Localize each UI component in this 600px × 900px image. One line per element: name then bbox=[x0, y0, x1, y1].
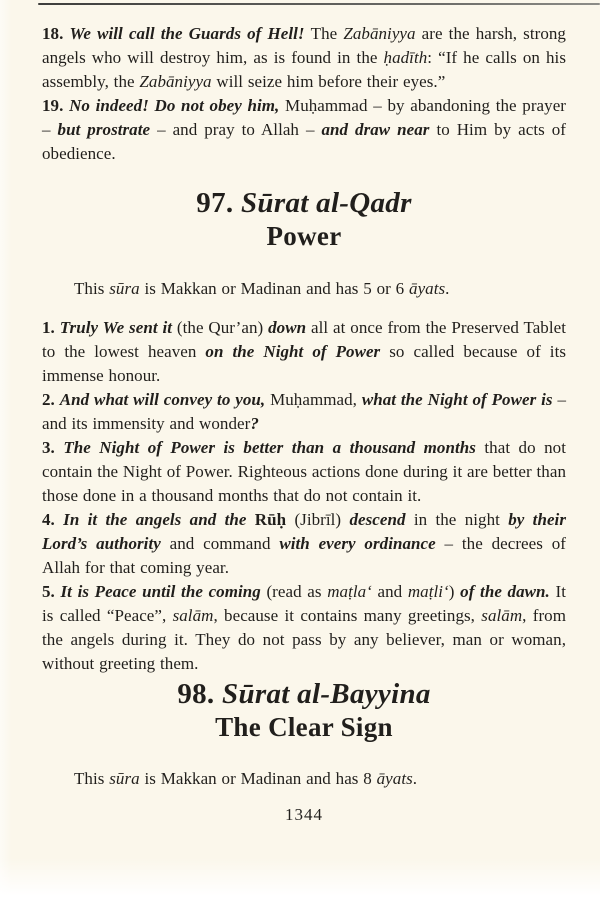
sura-97-intro bbox=[42, 277, 566, 301]
text-run: to Him by acts of obedience. bbox=[42, 120, 566, 163]
text-run: with every ordinance bbox=[279, 534, 436, 553]
text-run: āyats bbox=[409, 279, 446, 298]
text-run: It is called “Peace”, bbox=[42, 582, 566, 625]
sura-97-verses bbox=[42, 316, 566, 676]
text-run: – and its immensity and wonder bbox=[42, 390, 566, 433]
text-run: sūra bbox=[109, 279, 140, 298]
text-run: (the Qur’an) bbox=[172, 318, 269, 337]
text-run: Zabāniyya bbox=[343, 24, 416, 43]
text-run: Rūḥ bbox=[254, 510, 287, 529]
text-run: will seize him before their eyes.” bbox=[211, 72, 446, 91]
text-run: that do not contain the Night of Power. Righteous actions done during it are better than those done in a thousand months that do not contain it. bbox=[42, 438, 566, 505]
text-run: Sūrat al-Bayyina bbox=[222, 678, 431, 710]
text-run: . bbox=[445, 279, 450, 298]
verse-5 bbox=[42, 580, 566, 676]
text-run: is Makkan or Madinan and has 8 bbox=[139, 769, 377, 788]
text-run: (Jibrīl) bbox=[286, 510, 350, 529]
paragraph-verse-19 bbox=[42, 94, 566, 166]
text-run: – the decrees of Allah for that coming year. bbox=[42, 534, 566, 577]
text-run: The bbox=[310, 24, 344, 43]
text-run: This bbox=[74, 769, 110, 788]
text-run: Muḥammad – by abandoning the prayer – bbox=[42, 96, 566, 139]
text-run: The Night of Power is better than a thousand months bbox=[63, 438, 476, 457]
text-run: sūra bbox=[109, 769, 140, 788]
text-run: This bbox=[74, 279, 110, 298]
sura-97-subtitle: Power bbox=[266, 221, 342, 251]
verse-4 bbox=[42, 508, 566, 580]
text-run: by their Lord’s authority bbox=[42, 510, 566, 553]
text-run: salām bbox=[481, 606, 523, 625]
text-run: 18. bbox=[42, 24, 70, 43]
text-run: 2. bbox=[42, 390, 60, 409]
text-run: In it the angels and the bbox=[63, 510, 255, 529]
verse-3 bbox=[42, 436, 566, 508]
text-run: Zabāniyya bbox=[139, 72, 212, 91]
text-run: Truly We sent it bbox=[59, 318, 173, 337]
text-run: āyats bbox=[376, 769, 413, 788]
text-run: Muḥammad, bbox=[265, 390, 362, 409]
text-run: and draw near bbox=[321, 120, 430, 139]
text-run: No indeed! Do not obey him, bbox=[69, 96, 280, 115]
text-run: 3. bbox=[42, 438, 64, 457]
text-run: , from the angels during it. They do not pass by any believer, man or woman, without greeting them. bbox=[42, 606, 566, 673]
text-run: 1. bbox=[42, 318, 60, 337]
text-run: maṭlaʻ bbox=[327, 582, 372, 601]
verse-1 bbox=[42, 316, 566, 388]
text-run: down bbox=[268, 318, 307, 337]
text-run: 4. bbox=[42, 510, 64, 529]
text-run: on the Night of Power bbox=[205, 342, 381, 361]
page-content bbox=[42, 22, 566, 827]
text-run: 5. bbox=[42, 582, 61, 601]
text-run: maṭliʻ bbox=[407, 582, 449, 601]
text-run: . bbox=[412, 769, 418, 788]
text-run: descend bbox=[349, 510, 406, 529]
text-run: are the harsh, strong angels who will destroy him, as is found in the bbox=[42, 24, 566, 67]
text-run: of the dawn. bbox=[460, 582, 550, 601]
sura-97-title bbox=[42, 187, 566, 220]
text-run: but prostrate bbox=[57, 120, 151, 139]
text-run: is Makkan or Madinan and has 5 or 6 bbox=[139, 279, 410, 298]
text-run: what the Night of Power is bbox=[361, 390, 553, 409]
text-run: salām bbox=[172, 606, 214, 625]
text-run: We will call the Guards of Hell! bbox=[69, 24, 311, 43]
page-number: 1344 bbox=[285, 805, 323, 824]
text-run: And what will convey to you, bbox=[59, 390, 266, 409]
text-run: so called because of its immense honour. bbox=[42, 342, 567, 385]
text-run: Sūrat al-Qadr bbox=[241, 187, 412, 219]
text-run: It is Peace until the coming bbox=[60, 582, 261, 601]
verse-2 bbox=[42, 388, 566, 436]
sura-98-subtitle: The Clear Sign bbox=[215, 712, 393, 742]
text-run: : “If he calls on his assembly, the bbox=[42, 48, 566, 91]
text-run: 98. bbox=[177, 678, 223, 710]
text-run: (read as bbox=[260, 582, 328, 601]
text-run: and command bbox=[160, 534, 280, 553]
text-run: 19. bbox=[42, 96, 70, 115]
text-run: – and pray to Allah – bbox=[150, 120, 322, 139]
text-run: in the night bbox=[405, 510, 509, 529]
paragraph-verse-18 bbox=[42, 22, 566, 94]
scan-edge-line bbox=[38, 3, 600, 5]
text-run: , because it contains many greetings, bbox=[213, 606, 482, 625]
text-run: ḥadīth bbox=[383, 48, 428, 67]
text-run: and bbox=[371, 582, 408, 601]
text-run: ) bbox=[448, 582, 461, 601]
text-run: ? bbox=[250, 414, 259, 433]
text-run: all at once from the Preserved Tablet to the lowest heaven bbox=[42, 318, 566, 361]
text-run: 97. bbox=[196, 187, 241, 219]
sura-98-intro bbox=[42, 767, 566, 791]
sura-98-title bbox=[42, 678, 566, 711]
